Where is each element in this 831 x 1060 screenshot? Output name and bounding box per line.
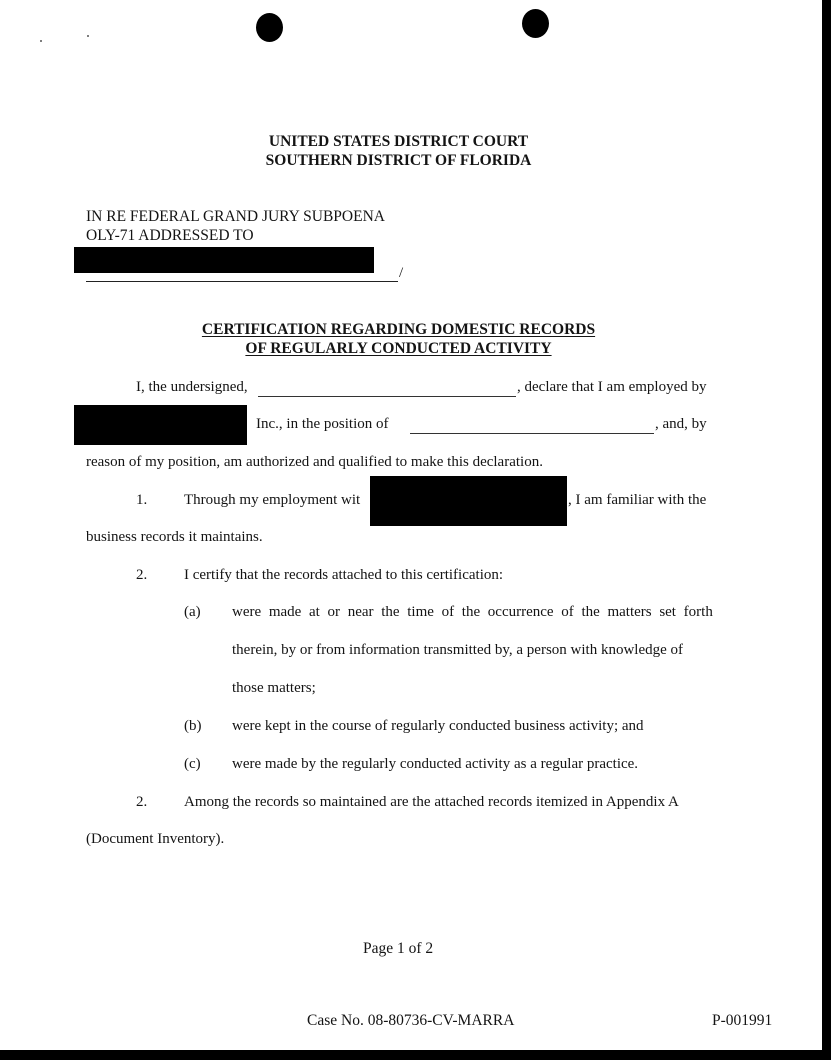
word: were: [232, 604, 262, 620]
bates-number: P-001991: [712, 1012, 773, 1029]
paragraph-2-text: I certify that the records attached to this certification:: [184, 567, 504, 583]
document-title-line-2: OF REGULARLY CONDUCTED ACTIVITY: [245, 340, 552, 357]
intro-authority: reason of my position, am authorized and qualified to make this declaration.: [86, 454, 543, 470]
paragraph-1-continuation: business records it maintains.: [86, 529, 263, 545]
redaction-employer: [74, 405, 247, 445]
word: the: [581, 604, 600, 620]
paragraph-3-text: Among the records so maintained are the attached records itemized in Appendix A: [184, 794, 679, 810]
redaction-addressee: [74, 247, 374, 273]
punch-hole-right: [522, 9, 549, 38]
court-name: UNITED STATES DISTRICT COURT: [268, 133, 529, 150]
word: at: [309, 604, 320, 620]
punch-hole-left: [256, 13, 283, 42]
item-a-label: (a): [184, 604, 201, 620]
scan-speck: [40, 40, 42, 42]
paragraph-2-number: 2.: [136, 567, 148, 583]
item-c-label: (c): [184, 756, 201, 772]
caption-slash: /: [399, 265, 404, 281]
word: matters: [607, 604, 652, 620]
scan-edge-right: [822, 0, 831, 1060]
word: set: [659, 604, 676, 620]
word: the: [461, 604, 481, 620]
word: of: [441, 604, 455, 620]
item-a-line-3: those matters;: [232, 680, 316, 696]
scan-edge-bottom: [0, 1050, 831, 1060]
caption-rule: [86, 281, 398, 282]
signer-name-blank: [258, 396, 516, 397]
case-number: Case No. 08-80736-CV-MARRA: [307, 1012, 515, 1029]
word: the: [381, 604, 400, 620]
item-a-line-1: [232, 603, 713, 621]
page-number: Page 1 of 2: [363, 940, 434, 957]
scan-speck: [87, 35, 89, 37]
intro-and-by: , and, by: [655, 416, 707, 432]
word: time: [407, 604, 434, 620]
word: near: [347, 604, 374, 620]
word: made: [268, 604, 302, 620]
paragraph-1-number: 1.: [136, 492, 148, 508]
intro-undersigned: I, the undersigned,: [136, 379, 248, 395]
word: occurrence: [487, 604, 554, 620]
paragraph-1-text: Through my employment wit: [184, 492, 361, 508]
item-a-line-2: therein, by or from information transmitted by, a person with knowledge of: [232, 642, 684, 658]
item-c-text: were made by the regularly conducted activity as a regular practice.: [232, 756, 639, 772]
word: of: [561, 604, 574, 620]
court-district: SOUTHERN DISTRICT OF FLORIDA: [265, 152, 532, 169]
paragraph-1-familiar: , I am familiar with the: [568, 492, 707, 508]
intro-position: Inc., in the position of: [256, 416, 389, 432]
caption-line-1: IN RE FEDERAL GRAND JURY SUBPOENA: [86, 208, 385, 225]
caption-line-2: OLY-71 ADDRESSED TO: [86, 227, 254, 244]
item-b-label: (b): [184, 718, 202, 734]
paragraph-3-number: 2.: [136, 794, 148, 810]
paragraph-3-continuation: (Document Inventory).: [86, 831, 225, 847]
word: or: [327, 604, 341, 620]
intro-employed-by: , declare that I am employed by: [517, 379, 707, 395]
word: forth: [683, 604, 713, 620]
document-title-line-1: CERTIFICATION REGARDING DOMESTIC RECORDS: [201, 321, 596, 338]
item-b-text: were kept in the course of regularly conducted business activity; and: [232, 718, 644, 734]
position-blank: [410, 433, 654, 434]
redaction-company: [370, 476, 567, 526]
